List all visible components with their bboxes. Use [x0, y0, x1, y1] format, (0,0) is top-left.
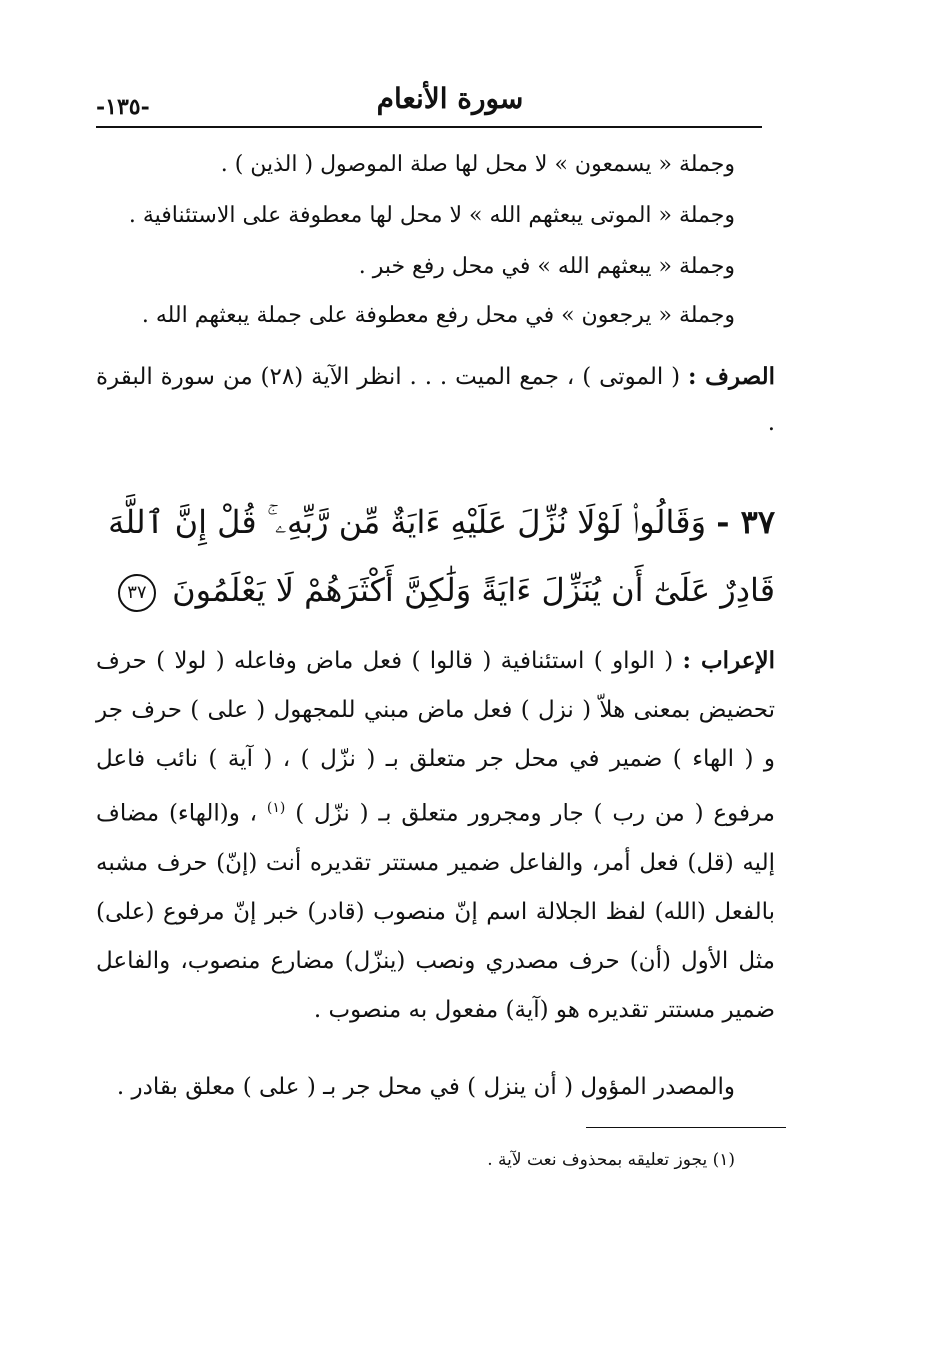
irab-label: الإعراب : — [682, 647, 775, 674]
header-rule — [96, 126, 762, 128]
irab-text-1: ( الواو ) استئنافية ( قالوا ) فعل ماض وفاعله ( لولا ) حرف تحضيض بمعنى هلاّ ( نزل ) فعل ماض مبني للمجهول ( على ) حرف جر و ( الهاء ) ضمير في محل جر متعلق بـ ( نزّل ) ، ( آية ) نائب فاعل مرفوع ( من رب ) جار ومجرور متعلق بـ ( نزّل ) — [96, 648, 775, 827]
masdar-line: والمصدر المؤول ( أن ينزل ) في محل جر بـ ( على ) معلق بقادر . — [116, 1074, 735, 1100]
sarf-paragraph — [96, 354, 775, 446]
sarf-text: ( الموتى ) ، جمع الميت . . . انظر الآية (٢٨) من سورة البقرة . — [96, 364, 775, 436]
irab-text-2: ، و(الهاء) مضاف إليه (قل) فعل أمر، والفاعل ضمير مستتر تقديره أنت (إنّ) حرف مشبه بالفعل (الله) لفظ الجلالة اسم إنّ منصوب (قادر) خبر إنّ مرفوع (على) مثل الأول (أن) حرف مصدري ونصب (ينزّل) مضارع منصوب، والفاعل ضمير مستتر تقديره هو (آية) مفعول به منصوب . — [96, 800, 775, 1023]
verse-text: وَقَالُوا۟ لَوْلَا نُزِّلَ عَلَيْهِ ءَايَةٌ مِّن رَّبِّهِۦ ۚ قُلْ إِنَّ ٱللَّهَ قَادِرٌ عَلَىٰٓ أَن يُنَزِّلَ ءَايَةً وَلَٰكِنَّ أَكْثَرَهُمْ لَا يَعْلَمُونَ — [108, 503, 775, 609]
footnote: (١) يجوز تعليقه بمحذوف نعت لآية . — [487, 1150, 735, 1170]
verse-number: ٣٧ - — [716, 503, 775, 541]
sentence-4: وجملة « يرجعون » في محل رفع معطوفة على جملة يبعثهم الله . — [141, 303, 735, 328]
page-number: -١٣٥- — [96, 94, 150, 120]
sentence-2: وجملة « الموتى يبعثهم الله » لا محل لها معطوفة على الاستئنافية . — [128, 203, 735, 228]
footnote-rule — [586, 1127, 786, 1128]
running-title: سورة الأنعام — [376, 82, 524, 115]
sentence-3: وجملة « يبعثهم الله » في محل رفع خبر . — [358, 254, 735, 279]
sentence-1: وجملة « يسمعون » لا محل لها صلة الموصول ( الذين ) . — [220, 152, 735, 177]
footnote-ref: (١) — [266, 800, 286, 816]
ayah-end-marker-icon: ٣٧ — [118, 574, 156, 612]
quran-verse — [96, 488, 775, 624]
sarf-label: الصرف : — [688, 363, 776, 390]
irab-paragraph — [96, 636, 775, 1035]
